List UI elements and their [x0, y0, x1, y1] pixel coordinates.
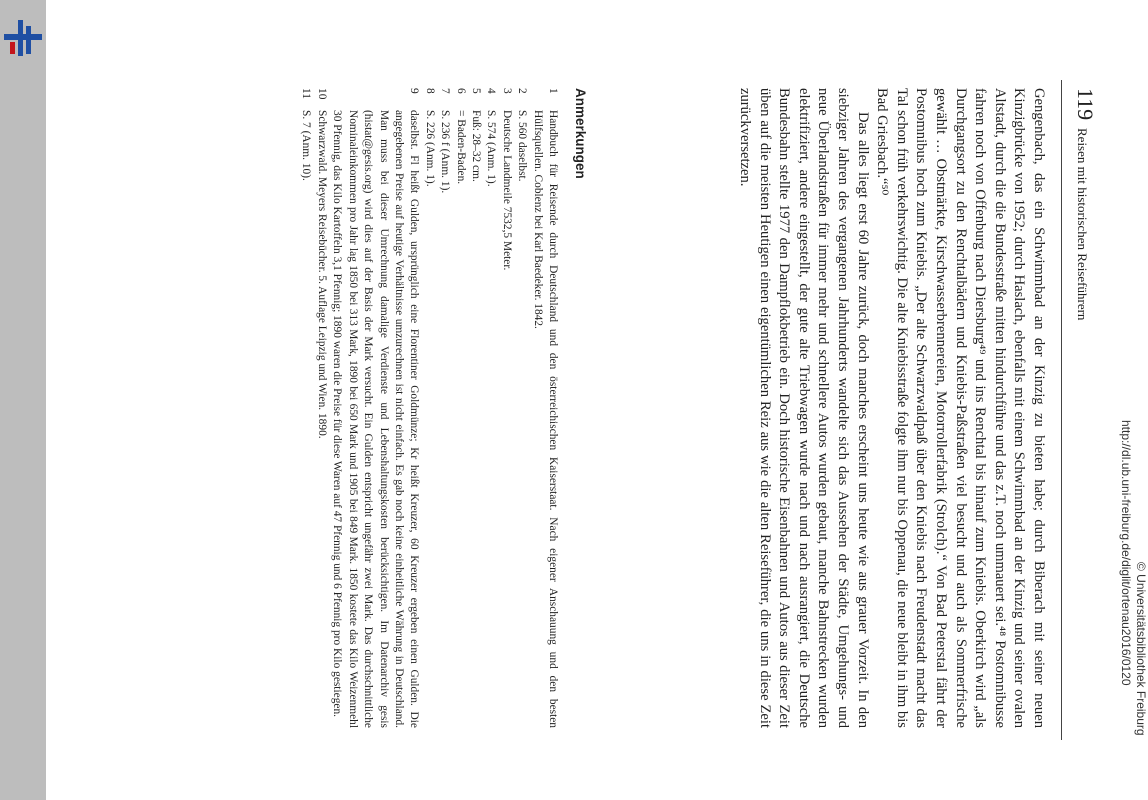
- note-item: [483, 88, 498, 728]
- note-text: = Baden-Baden.: [454, 110, 467, 185]
- copyright-notice: © Universitätsbibliothek Freiburg: [1134, 562, 1148, 736]
- note-item: [329, 88, 421, 728]
- note-text: S. 574 (Anm. 1).: [485, 110, 498, 187]
- note-text: Handbuch für Reisende durch Deutschland und den österreichischen Kaiserstaat. Nach eigener Anschauung und den besten Hülfsquellen. Coblenz bei Karl Baedeker. 1842.: [531, 110, 559, 728]
- paragraph-2: Das alles liegt erst 60 Jahre zurück, doch manches erscheint uns heute wie aus grauer Vorzeit. In den siebziger Jahren des vergangenen Jahrhunderts wandelte sich das Aussehen der Städte, Umgehungs- und neue Überlandstraßen für immer mehr und schnellere Autos wurden gebaut, manche Bahnstrecken wurden elektrifiziert, andere eingestellt, der gute alte Triebwagen wurde nach und nach ausrangiert, die Deutsche Bundesbahn stellte 1977 den Dampflokbetrieb ein. Doch historische Eisenbahnen und Autos aus dieser Zeit üben auf die meisten Heutigen einen eigentümlichen Reiz aus wie die alten Reiseführer, die uns in diese Zeit zurückversetzen.: [737, 88, 871, 728]
- note-text: Fuß: 28–32 cm.: [469, 110, 482, 182]
- note-item: [514, 88, 529, 728]
- header-rule: [1061, 80, 1062, 740]
- viewer-side-strip: [0, 0, 46, 800]
- note-item: [452, 88, 467, 728]
- note-item: [468, 88, 483, 728]
- note-number: 5: [469, 88, 482, 94]
- note-number: 6: [454, 88, 467, 94]
- note-number: 8: [423, 88, 436, 94]
- note-item: [421, 88, 436, 728]
- note-number: 10: [315, 88, 328, 100]
- note-item: [298, 88, 313, 728]
- note-text: S. 560 daselbst.: [516, 110, 529, 182]
- running-title: Reisen mit historischen Reiseführern: [1075, 128, 1090, 321]
- library-logo-icon: [4, 18, 42, 58]
- note-item: [529, 88, 560, 728]
- notes-list: [298, 88, 560, 728]
- note-text: Schwarzwald. Meyers Reisebücher. 5. Auflage Leipzig und Wien. 1890.: [315, 110, 328, 439]
- page-header: [1064, 80, 1098, 740]
- note-text: Deutsche Landmeile 7532,5 Meter.: [500, 110, 513, 271]
- scanned-page: [108, 80, 1098, 780]
- note-item: [498, 88, 513, 728]
- source-url-link[interactable]: http://dl.ub.uni-freiburg.de/diglit/ortenau2016/0120: [1119, 420, 1133, 686]
- page-number: 119: [1073, 88, 1098, 121]
- note-number: 9: [408, 88, 421, 94]
- note-text: S. 236 f (Anm. 1).: [439, 110, 452, 194]
- note-number: 11: [300, 88, 313, 99]
- note-number: 2: [516, 88, 529, 94]
- note-number: 3: [500, 88, 513, 94]
- note-text: daselbst. Fl heißt Gulden, ursprünglich eine Florentiner Goldmünze; Kr heißt Kreuzer, 60 Kreuzer ergeben einen Gulden. Die angegebenen Preise auf heutige Verhältnisse umzurechnen ist nicht einfach. Es gab noch keine einheitliche Währung in Deutschland. Man muss bei dieser Umrechnung damalige Verdienste und Lebenshaltungskosten berücksichtigen. Im Datenarchiv gesis (histat@gesis.org) wird dies auf der Basis der Mark versucht. Ein Gulden entspricht ungefähr zwei Mark. Das durchschnittliche Nominaleinkommen pro Jahr lag 1850 bei 313 Mark, 1890 bei 650 Mark und 1905 bei 849 Mark. 1850 kostete das Kilo Weizenmehl 30 Pfennig, das Kilo Kartoffeln 3,1 Pfennig; 1890 waren die Preise für diese Waren auf 47 Pfennig und 6 Pfennig pro Kilo gestiegen.: [331, 110, 421, 728]
- note-item: [437, 88, 452, 728]
- paragraph-1: Gengenbach, das ein Schwimmbad an der Kinzig zu bieten habe; durch Biberach mit seiner neuen Kinzigbrücke von 1952; durch Haslach, ebenfalls mit einem Schwimmbad an der Kinzig und seiner ovalen Altstadt, durch die die Bundesstraße mitten hindurchführe und das z.T. noch ummauert sei.⁴⁸ Postomnibusse fahren noch von Offenburg nach Diersburg⁴⁹ und ins Renchtal bis hinauf zum Kniebis. Oberkirch wird „als Durchgangsort zu den Renchtalbädern und Kniebis-Paßstraßen viel besucht und auch als Sommerfrische gewählt … Obstmärkte, Kirschwasserbrennereien, Motorrollerfabrik (Strolch).“ Von Bad Peterstal fährt der Postomnibus hoch zum Kniebis. „Der alte Schwarzwaldpaß über den Kniebis nach Freudenstadt macht das Tal schon früh verkehrswichtig. Die alte Kniebisstraße folgte ihm nur bis Oppenau, die neue bleibt in ihm bis Bad Griesbach.“⁵⁰: [874, 88, 1047, 728]
- body-text: [735, 88, 1049, 728]
- note-number: 7: [439, 88, 452, 94]
- note-item: [314, 88, 329, 728]
- notes-heading: Anmerkungen: [573, 88, 588, 179]
- note-text: S. 7 (Anm. 10).: [300, 110, 313, 181]
- note-text: S. 226 (Anm. 1).: [423, 110, 436, 187]
- note-number: 4: [485, 88, 498, 94]
- note-number: 1: [547, 88, 559, 94]
